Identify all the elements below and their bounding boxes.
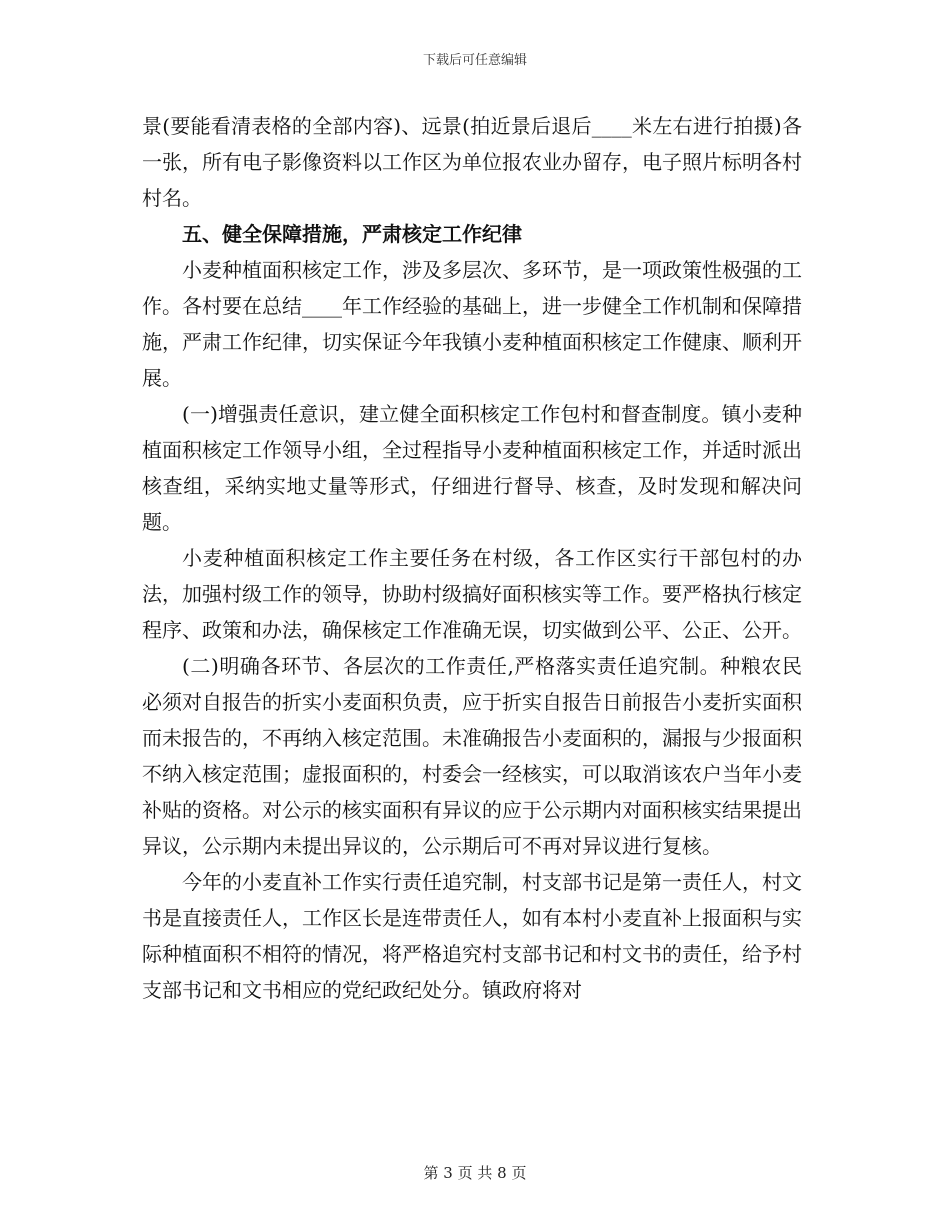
paragraph: 小麦种植面积核定工作主要任务在村级，各工作区实行干部包村的办法，加强村级工作的领导，协助村级搞好面积核实等工作。要严格执行核定程序、政策和办法，确保核定工作准确无误，切实做到公平、公正、公开。 [142,546,802,642]
paragraph: (一)增强责任意识，建立健全面积核定工作包村和督查制度。镇小麦种植面积核定工作领导小组，全过程指导小麦种植面积核定工作，并适时派出核查组，采纳实地丈量等形式，仔细进行督导、核查，及时发现和解决问题。 [142,402,802,534]
paragraph: 今年的小麦直补工作实行责任追究制，村支部书记是第一责任人，村文书是直接责任人，工作区长是连带责任人，如有本村小麦直补上报面积与实际种植面积不相符的情况，将严格追究村支部书记和村文书的责任，给予村支部书记和文书相应的党纪政纪处分。镇政府将对 [142,870,802,1002]
page-header-note: 下载后可任意编辑 [422,53,527,68]
paragraph: (二)明确各环节、各层次的工作责任,严格落实责任追究制。种粮农民必须对自报告的折实小麦面积负责，应于折实自报告日前报告小麦折实面积而未报告的，不再纳入核定范围。未准确报告小麦面积的，漏报与少报面积不纳入核定范围；虚报面积的，村委会一经核实，可以取消该农户当年小麦补贴的资格。对公示的核实面积有异议的应于公示期内对面积核实结果提出异议，公示期内未提出异议的，公示期后可不再对异议进行复核。 [142,654,802,858]
document-body [142,108,802,1008]
paragraph-continuation: 景(要能看清表格的全部内容)、远景(拍近景后退后____米左右进行拍摄)各一张，所有电子影像资料以工作区为单位报农业办留存，电子照片标明各村村名。 [142,114,802,210]
page-number: 第 3 页 共 8 页 [423,1164,527,1182]
paragraph: 小麦种植面积核定工作，涉及多层次、多环节，是一项政策性极强的工作。各村要在总结____年工作经验的基础上，进一步健全工作机制和保障措施，严肃工作纪律，切实保证今年我镇小麦种植面积核定工作健康、顺利开展。 [142,258,802,390]
section-heading: 五、健全保障措施，严肃核定工作纪律 [182,222,522,246]
